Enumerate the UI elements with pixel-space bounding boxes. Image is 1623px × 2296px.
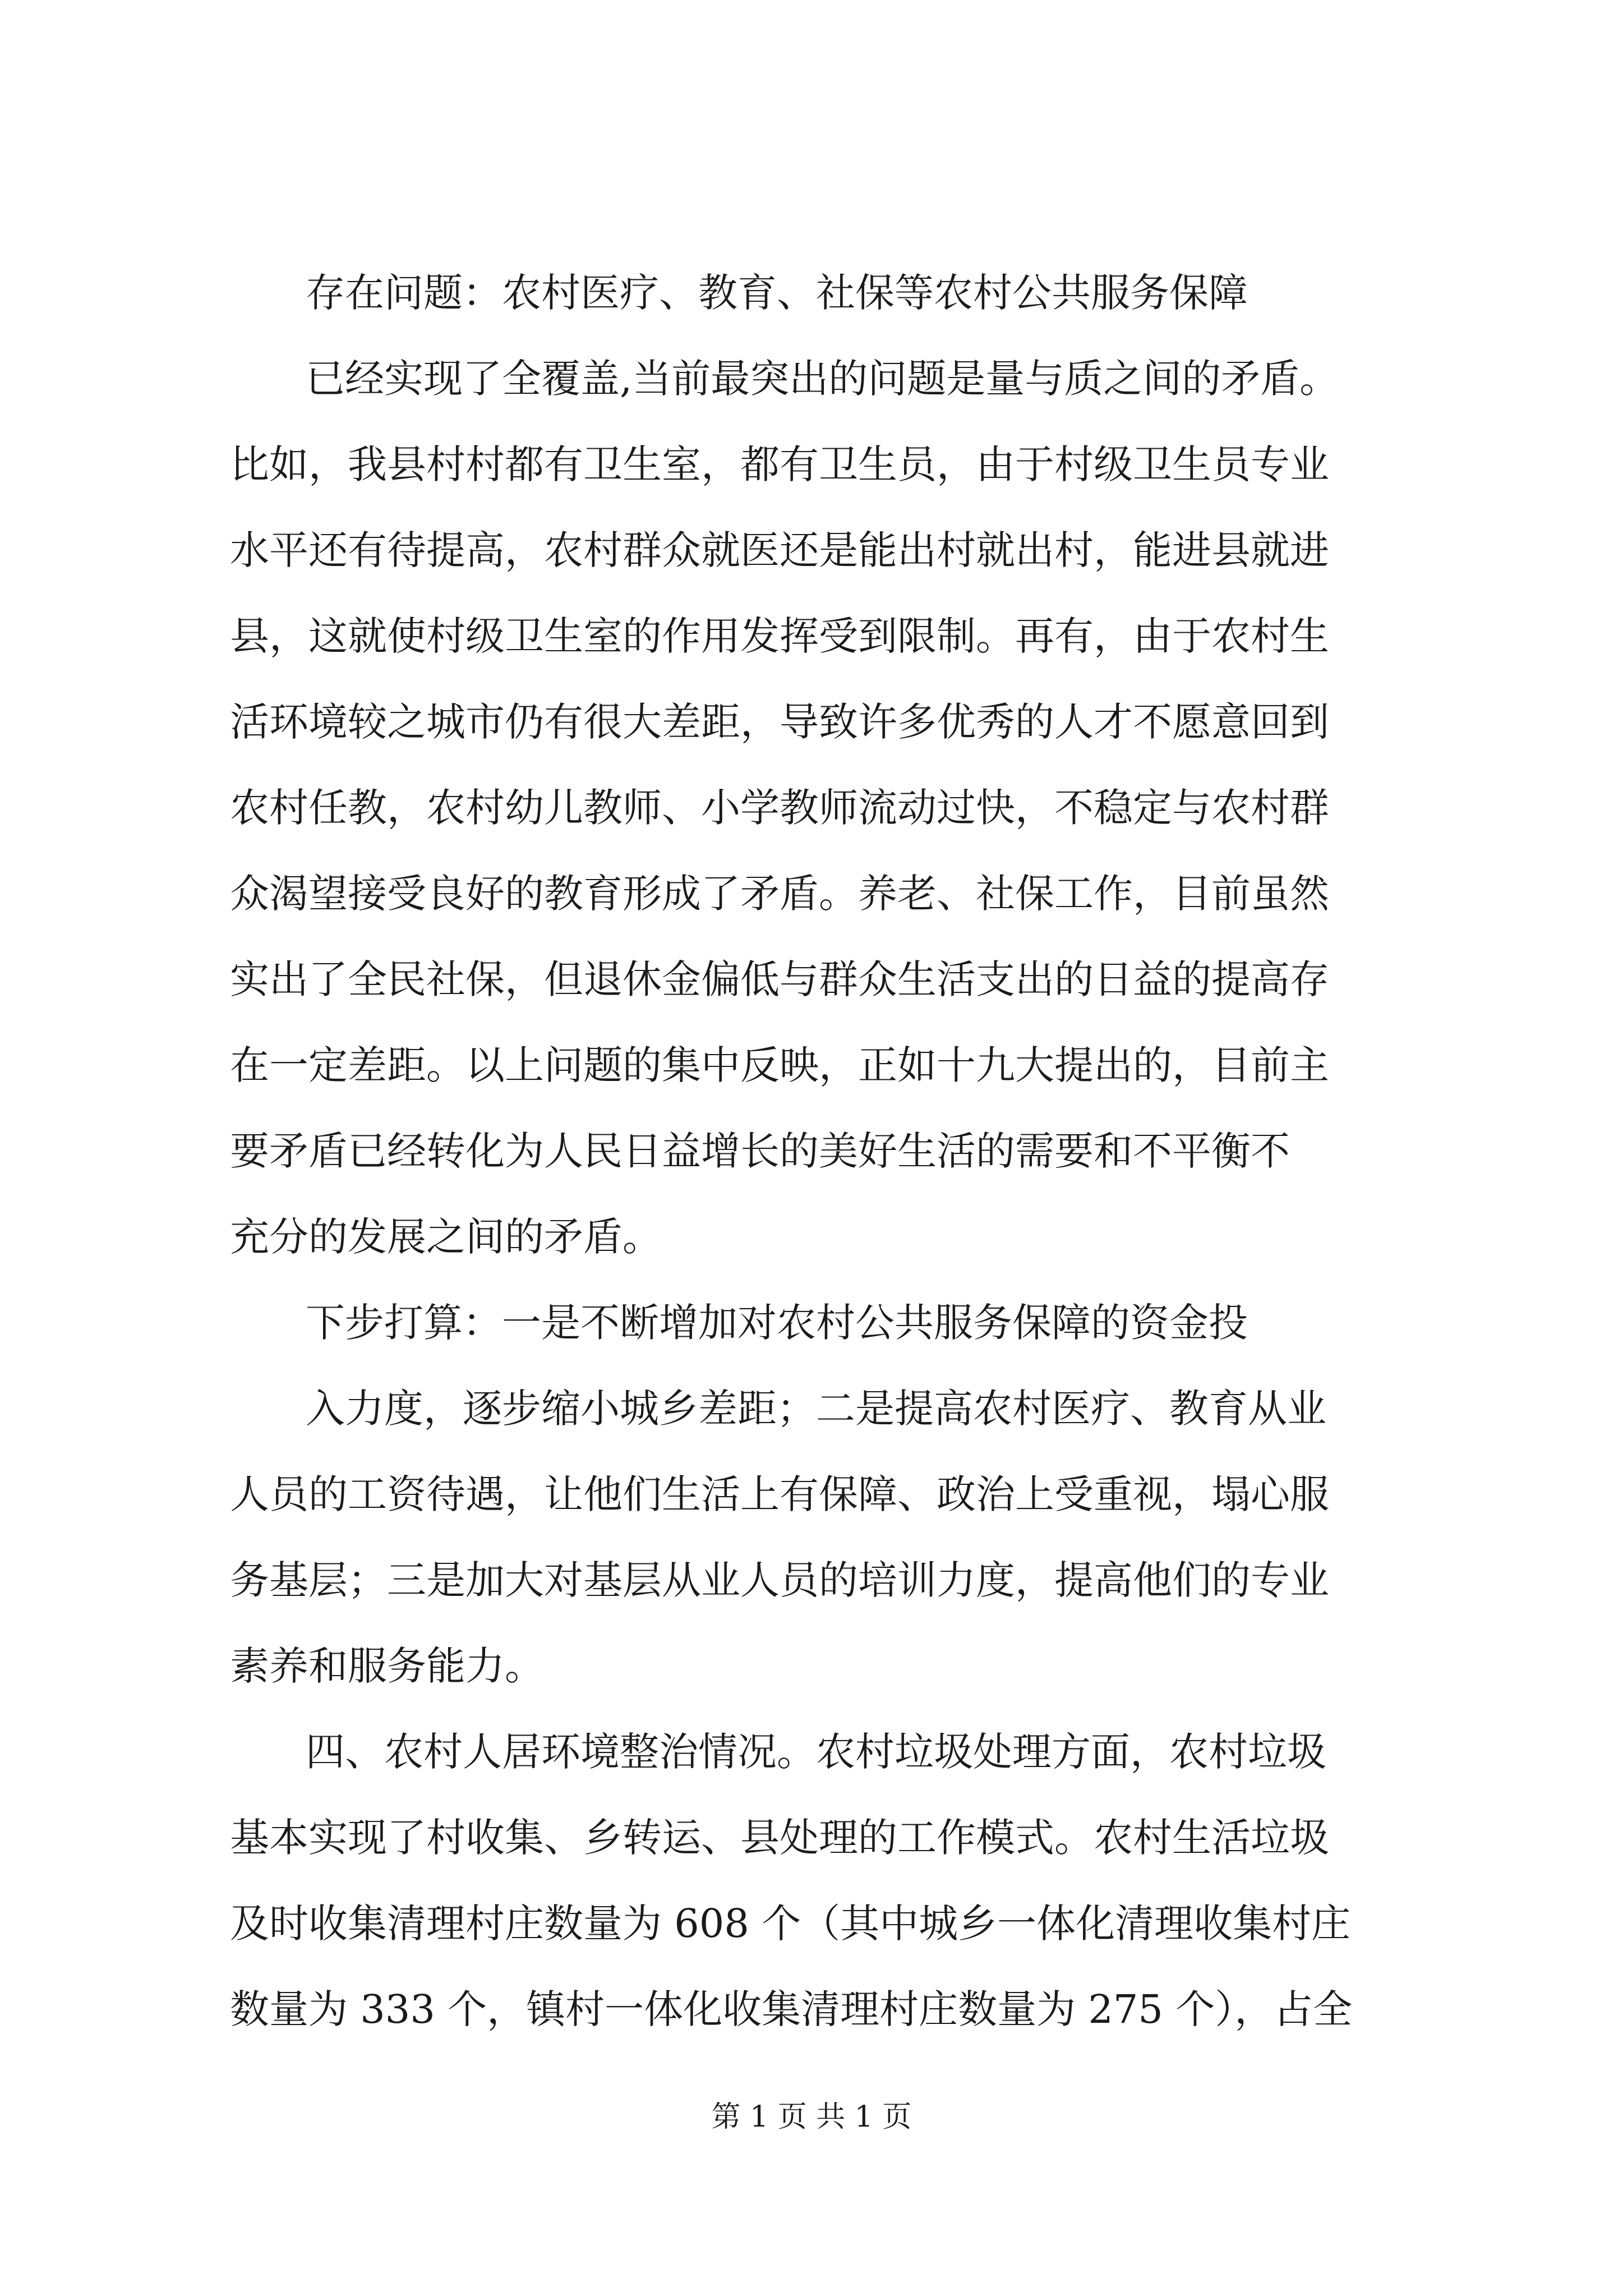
text-line-21: 数量为 333 个，镇村一体化收集清理村庄数量为 275 个），占全 bbox=[230, 1986, 1353, 2032]
text-line-2: 已经实现了全覆盖,当前最突出的问题是量与质之间的矛盾。 bbox=[306, 356, 1339, 402]
text-line-19: 基本实现了村收集、乡转运、县处理的工作模式。农村生活垃圾 bbox=[230, 1815, 1329, 1861]
text-line-13: 下步打算：一是不断增加对农村公共服务保障的资金投 bbox=[306, 1300, 1248, 1346]
text-line-1: 存在问题：农村医疗、教育、社保等农村公共服务保障 bbox=[306, 270, 1248, 316]
text-line-15: 人员的工资待遇，让他们生活上有保障、政治上受重视，塌心服 bbox=[230, 1471, 1329, 1517]
text-line-9: 实出了全民社保，但退休金偏低与群众生活支出的日益的提高存 bbox=[230, 956, 1329, 1002]
page-number-footer: 第 1 页 共 1 页 bbox=[711, 2100, 912, 2134]
text-line-20: 及时收集清理村庄数量为 608 个（其中城乡一体化清理收集村庄 bbox=[230, 1901, 1351, 1947]
text-line-14: 入力度，逐步缩小城乡差距；二是提高农村医疗、教育从业 bbox=[306, 1386, 1326, 1432]
text-line-3: 比如，我县村村都有卫生室，都有卫生员，由于村级卫生员专业 bbox=[230, 441, 1329, 487]
text-line-10: 在一定差距。以上问题的集中反映，正如十九大提出的，目前主 bbox=[230, 1042, 1329, 1088]
text-line-16: 务基层；三是加大对基层从业人员的培训力度，提高他们的专业 bbox=[230, 1557, 1329, 1603]
text-line-8: 众渴望接受良好的教育形成了矛盾。养老、社保工作，目前虽然 bbox=[230, 871, 1329, 917]
text-line-12: 充分的发展之间的矛盾。 bbox=[230, 1214, 662, 1260]
text-line-6: 活环境较之城市仍有很大差距，导致许多优秀的人才不愿意回到 bbox=[230, 699, 1329, 745]
text-line-17: 素养和服务能力。 bbox=[230, 1643, 544, 1689]
text-line-5: 县，这就使村级卫生室的作用发挥受到限制。再有，由于农村生 bbox=[230, 613, 1329, 659]
text-line-11: 要矛盾已经转化为人民日益增长的美好生活的需要和不平衡不 bbox=[230, 1128, 1290, 1174]
text-line-7: 农村任教，农村幼儿教师、小学教师流动过快，不稳定与农村群 bbox=[230, 785, 1329, 831]
text-line-18: 四、农村人居环境整治情况。农村垃圾处理方面，农村垃圾 bbox=[306, 1729, 1326, 1775]
text-line-4: 水平还有待提高，农村群众就医还是能出村就出村，能进县就进 bbox=[230, 527, 1329, 573]
